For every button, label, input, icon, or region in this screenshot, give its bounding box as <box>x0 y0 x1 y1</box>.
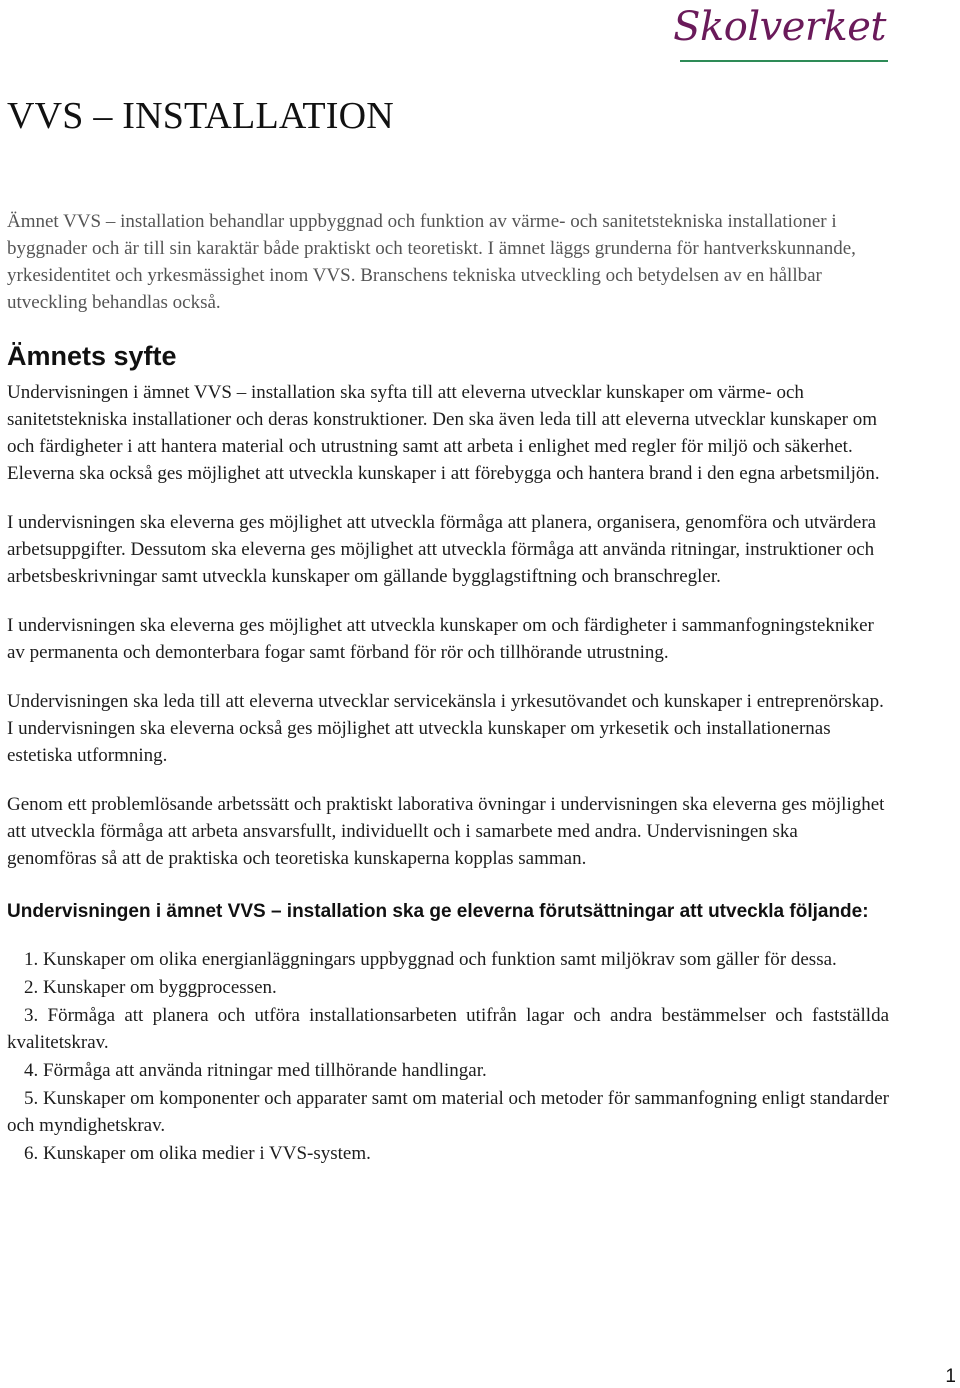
goal-text: Förmåga att använda ritningar med tillhörande handlingar. <box>43 1060 487 1081</box>
intro-paragraph: Ämnet VVS – installation behandlar uppbyggnad och funktion av värme- och sanitetstekniska installationer i byggnader och är till sin karaktär både praktiskt och teoretiskt. I ämnet läggs grunderna för hantverkskunnande, yrkesidentitet och yrkesmässighet inom VVS. Branschens tekniska utveckling och betydelsen av en hållbar utveckling behandlas också. <box>7 211 856 313</box>
goal-item <box>7 1140 889 1167</box>
body-paragraph: Undervisningen i ämnet VVS – installation ska syfta till att eleverna utvecklar kunskaper om värme- och sanitetstekniska installationer och deras konstruktioner. Den ska även leda till att eleverna utvecklar kunskaper om och färdigheter i att hantera material och utrustning samt att arbeta i enlighet med regler för miljö och säkerhet. Eleverna ska också ges möjlighet att utveckla kunskaper i att förebygga och hantera brand i den egna arbetsmiljön. <box>7 382 880 484</box>
body-paragraph: Genom ett problemlösande arbetssätt och praktiskt laborativa övningar i undervisningen ska eleverna ges möjlighet att utveckla förmåga att arbeta ansvarsfullt, individuellt och i samarbete med andra. Undervisningen ska genomföras så att de praktiska och teoretiska kunskaperna kopplas samman. <box>7 794 885 869</box>
body-paragraph: I undervisningen ska eleverna ges möjlighet att utveckla förmåga att planera, organisera, genomföra och utvärdera arbetsuppgifter. Dessutom ska eleverna ges möjlighet att utveckla förmåga att använda ritningar, instruktioner och arbetsbeskrivningar samt utveckla kunskaper om gällande bygglagstiftning och branschregler. <box>7 512 877 587</box>
goal-number: 5. <box>24 1088 39 1109</box>
goal-item <box>7 1085 889 1139</box>
goal-item <box>7 1002 889 1056</box>
goal-number: 1. <box>24 949 39 970</box>
goal-text: Kunskaper om byggprocessen. <box>43 977 277 998</box>
goal-item <box>7 974 889 1001</box>
body-paragraph: Undervisningen ska leda till att eleverna utvecklar servicekänsla i yrkesutövandet och kunskaper i entreprenörskap. I undervisningen ska eleverna också ges möjlighet att utveckla kunskaper om yrkesetik och installationernas estetiska utformning. <box>7 691 884 766</box>
goal-number: 6. <box>24 1143 39 1164</box>
goal-item <box>7 946 889 973</box>
section-heading-syfte: Ämnets syfte <box>7 341 177 371</box>
goal-item <box>7 1057 889 1084</box>
goals-heading: Undervisningen i ämnet VVS – installation ska ge eleverna förutsättningar att utveckla följande: <box>7 901 869 922</box>
page-number: 1 <box>945 1366 956 1387</box>
skolverket-logo: Skolverket <box>673 4 886 50</box>
document-body <box>7 208 889 1168</box>
goal-number: 4. <box>24 1060 39 1081</box>
goal-text: Kunskaper om komponenter och apparater samt om material och metoder för sammanfogning enligt standarder och myndighetskrav. <box>7 1088 889 1136</box>
goal-text: Förmåga att planera och utföra installationsarbeten utifrån lagar och andra bestämmelser och fastställda kvalitetskrav. <box>7 1005 889 1053</box>
goal-number: 2. <box>24 977 39 998</box>
document-title: VVS – INSTALLATION <box>7 95 394 137</box>
goal-text: Kunskaper om olika medier i VVS-system. <box>43 1143 371 1164</box>
goal-number: 3. <box>24 1005 39 1026</box>
goal-text: Kunskaper om olika energianläggningars uppbyggnad och funktion samt miljökrav som gäller för dessa. <box>43 949 837 970</box>
header-divider <box>680 60 888 62</box>
body-paragraph: I undervisningen ska eleverna ges möjlighet att utveckla kunskaper om och färdigheter i sammanfogningstekniker av permanenta och demonterbara fogar samt förband för rör och tillhörande utrustning. <box>7 615 874 663</box>
goals-list <box>7 946 889 1167</box>
